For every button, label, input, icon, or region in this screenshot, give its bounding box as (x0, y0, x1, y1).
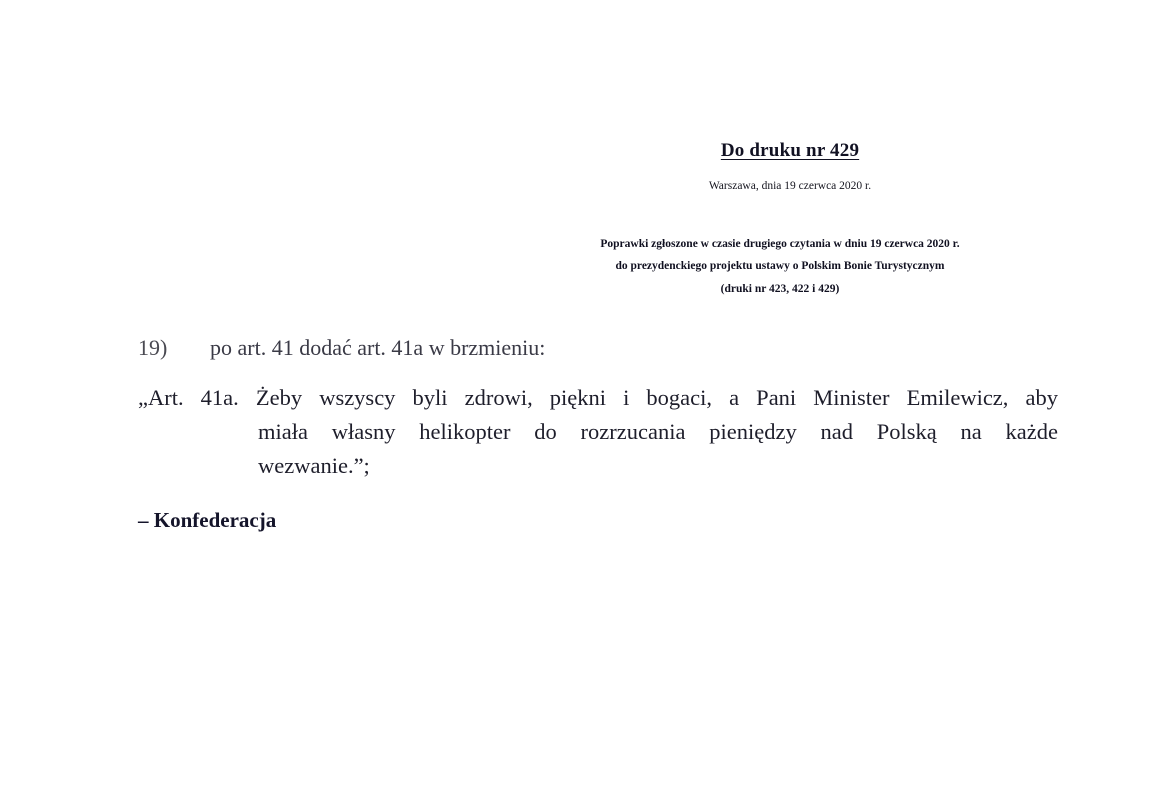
amendment-lead-text: po art. 41 dodać art. 41a w brzmieniu: (210, 335, 546, 360)
amendment-number: 19) (138, 335, 168, 360)
quote-line-2: miała własny helikopter do rozrzucania pieniędzy nad Polską na każde (258, 418, 1058, 444)
subject-line-1: Poprawki zgłoszone w czasie drugiego czytania w dniu 19 czerwca 2020 r. (600, 238, 960, 250)
subject-line-3: (druki nr 423, 422 i 429) (720, 282, 840, 295)
amendment-body (138, 335, 1058, 533)
amendment-author: – Konfederacja (138, 508, 277, 533)
document-reference: Do druku nr 429 (720, 140, 860, 161)
place-and-date: Warszawa, dnia 19 czerwca 2020 r. (708, 180, 872, 192)
document-subject (520, 233, 1040, 300)
amendment-quote (138, 381, 1058, 482)
amendment-item (138, 335, 1058, 361)
document-header (560, 140, 1020, 192)
quote-line-1: „Art. 41a. Żeby wszyscy byli zdrowi, piękni i bogaci, a Pani Minister Emilewicz, aby (138, 385, 1058, 410)
quote-line-3: wezwanie.”; (258, 452, 370, 478)
subject-line-2: do prezydenckiego projektu ustawy o Polskim Bonie Turystycznym (615, 260, 945, 273)
